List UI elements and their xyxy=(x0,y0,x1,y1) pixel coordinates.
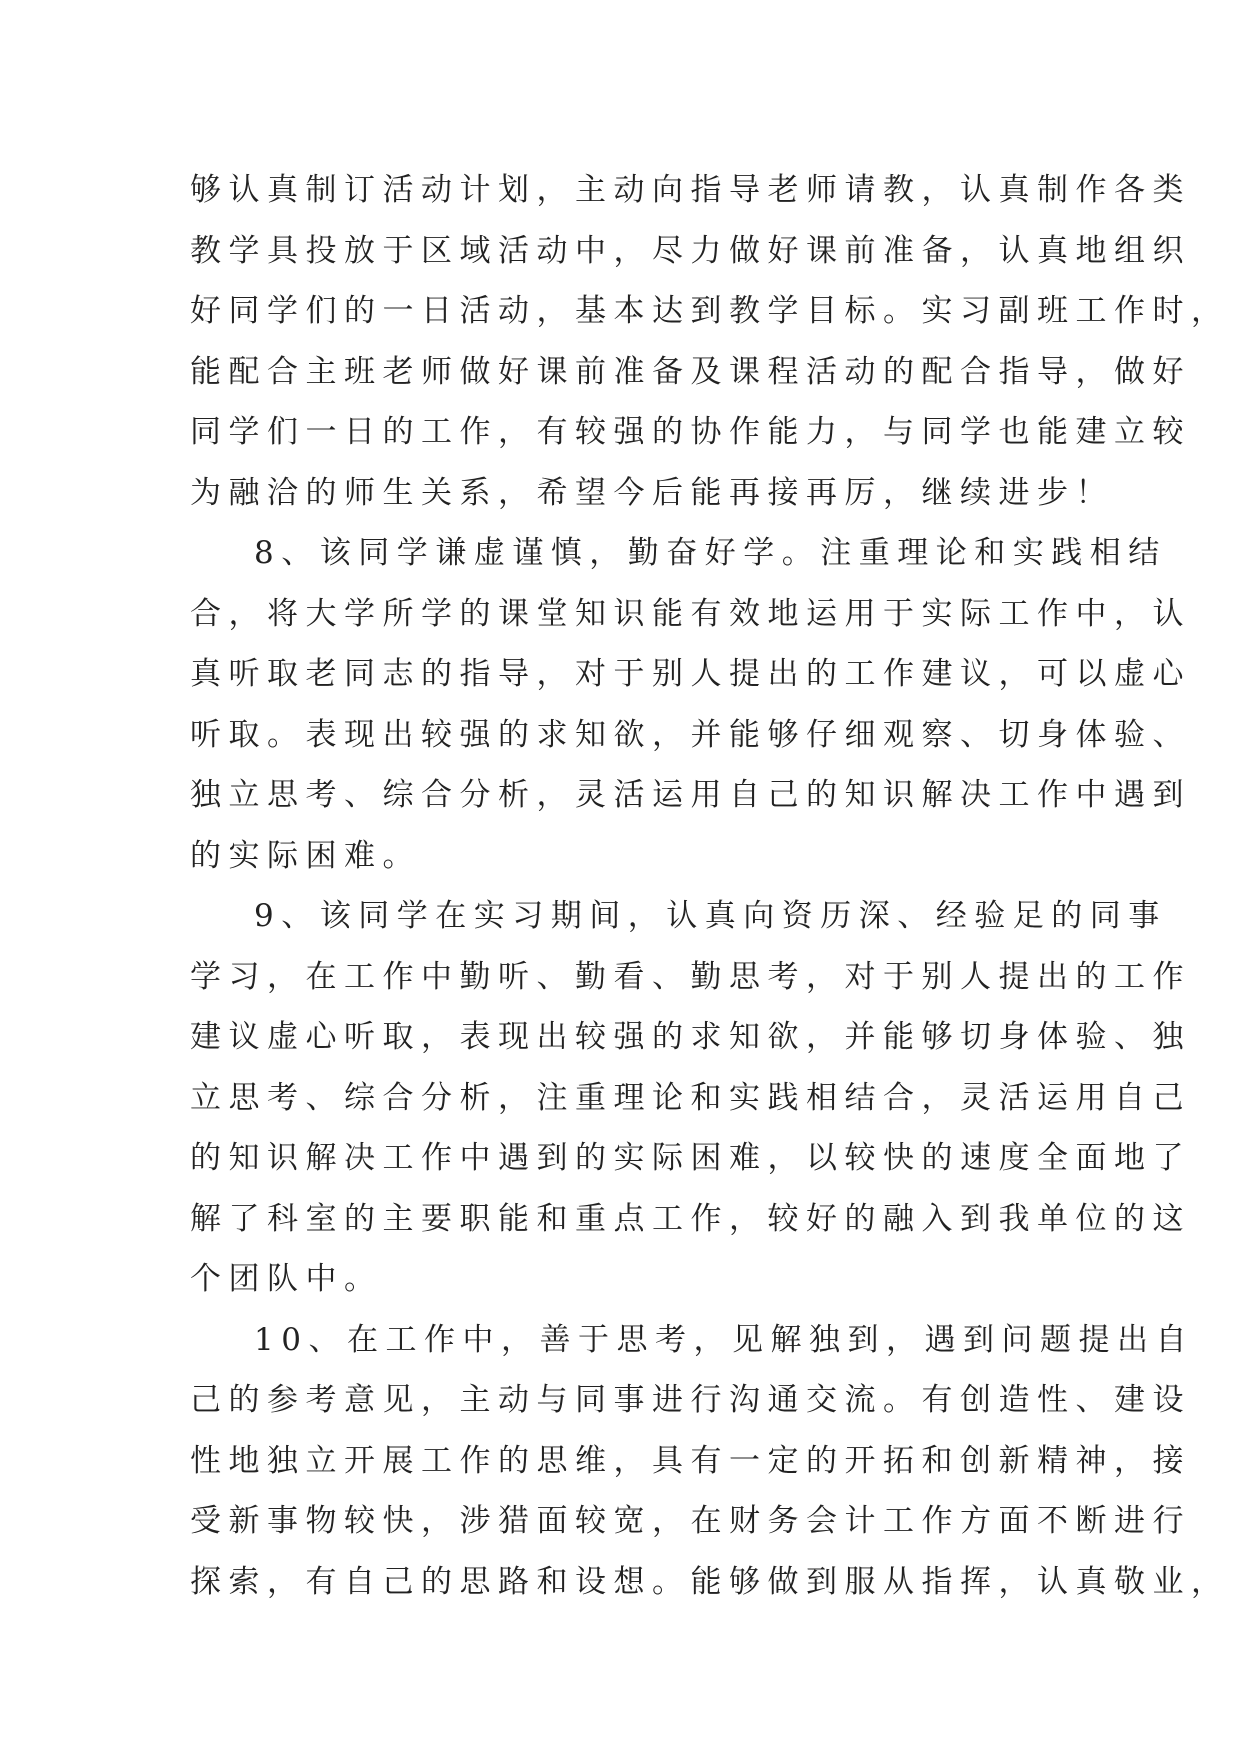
text-line: 同学们一日的工作，有较强的协作能力，与同学也能建立较 xyxy=(190,414,1191,450)
paragraph-8-start: 8、该同学谦虚谨慎，勤奋好学。注重理论和实践相结 xyxy=(254,535,1167,571)
text-line: 真听取老同志的指导，对于别人提出的工作建议，可以虚心 xyxy=(190,656,1191,692)
text-line: 好同学们的一日活动，基本达到教学目标。实习副班工作时， xyxy=(190,293,1230,329)
paragraph-9-start: 9、该同学在实习期间，认真向资历深、经验足的同事 xyxy=(254,898,1167,934)
text-line: 探索，有自己的思路和设想。能够做到服从指挥，认真敬业， xyxy=(190,1563,1230,1600)
paragraph-10-start: 10、在工作中，善于思考，见解独到，遇到问题提出自 xyxy=(254,1321,1194,1358)
text-line: 立思考、综合分析，注重理论和实践相结合，灵活运用自己 xyxy=(190,1079,1191,1116)
text-line: 个团队中。 xyxy=(190,1261,383,1297)
text-line: 解了科室的主要职能和重点工作，较好的融入到我单位的这 xyxy=(190,1200,1191,1237)
text-line: 听取。表现出较强的求知欲，并能够仔细观察、切身体验、 xyxy=(190,716,1191,753)
text-line: 受新事物较快，涉猎面较宽，在财务会计工作方面不断进行 xyxy=(190,1503,1191,1539)
text-line: 的实际困难。 xyxy=(190,837,421,874)
text-line: 的知识解决工作中遇到的实际困难，以较快的速度全面地了 xyxy=(190,1140,1191,1176)
text-line: 教学具投放于区域活动中，尽力做好课前准备，认真地组织 xyxy=(190,232,1191,269)
document-body xyxy=(190,160,1230,1612)
text-line: 合，将大学所学的课堂知识能有效地运用于实际工作中，认 xyxy=(190,595,1191,632)
text-line: 己的参考意见，主动与同事进行沟通交流。有创造性、建设 xyxy=(190,1382,1191,1418)
text-line: 独立思考、综合分析，灵活运用自己的知识解决工作中遇到 xyxy=(190,777,1191,813)
text-line: 能配合主班老师做好课前准备及课程活动的配合指导，做好 xyxy=(190,353,1191,390)
text-line: 够认真制订活动计划，主动向指导老师请教，认真制作各类 xyxy=(190,172,1191,208)
text-line: 为融洽的师生关系，希望今后能再接再厉，继续进步！ xyxy=(190,474,1114,511)
text-line: 性地独立开展工作的思维，具有一定的开拓和创新精神，接 xyxy=(190,1442,1191,1479)
text-line: 建议虚心听取，表现出较强的求知欲，并能够切身体验、独 xyxy=(190,1019,1191,1055)
text-line: 学习，在工作中勤听、勤看、勤思考，对于别人提出的工作 xyxy=(190,958,1191,995)
